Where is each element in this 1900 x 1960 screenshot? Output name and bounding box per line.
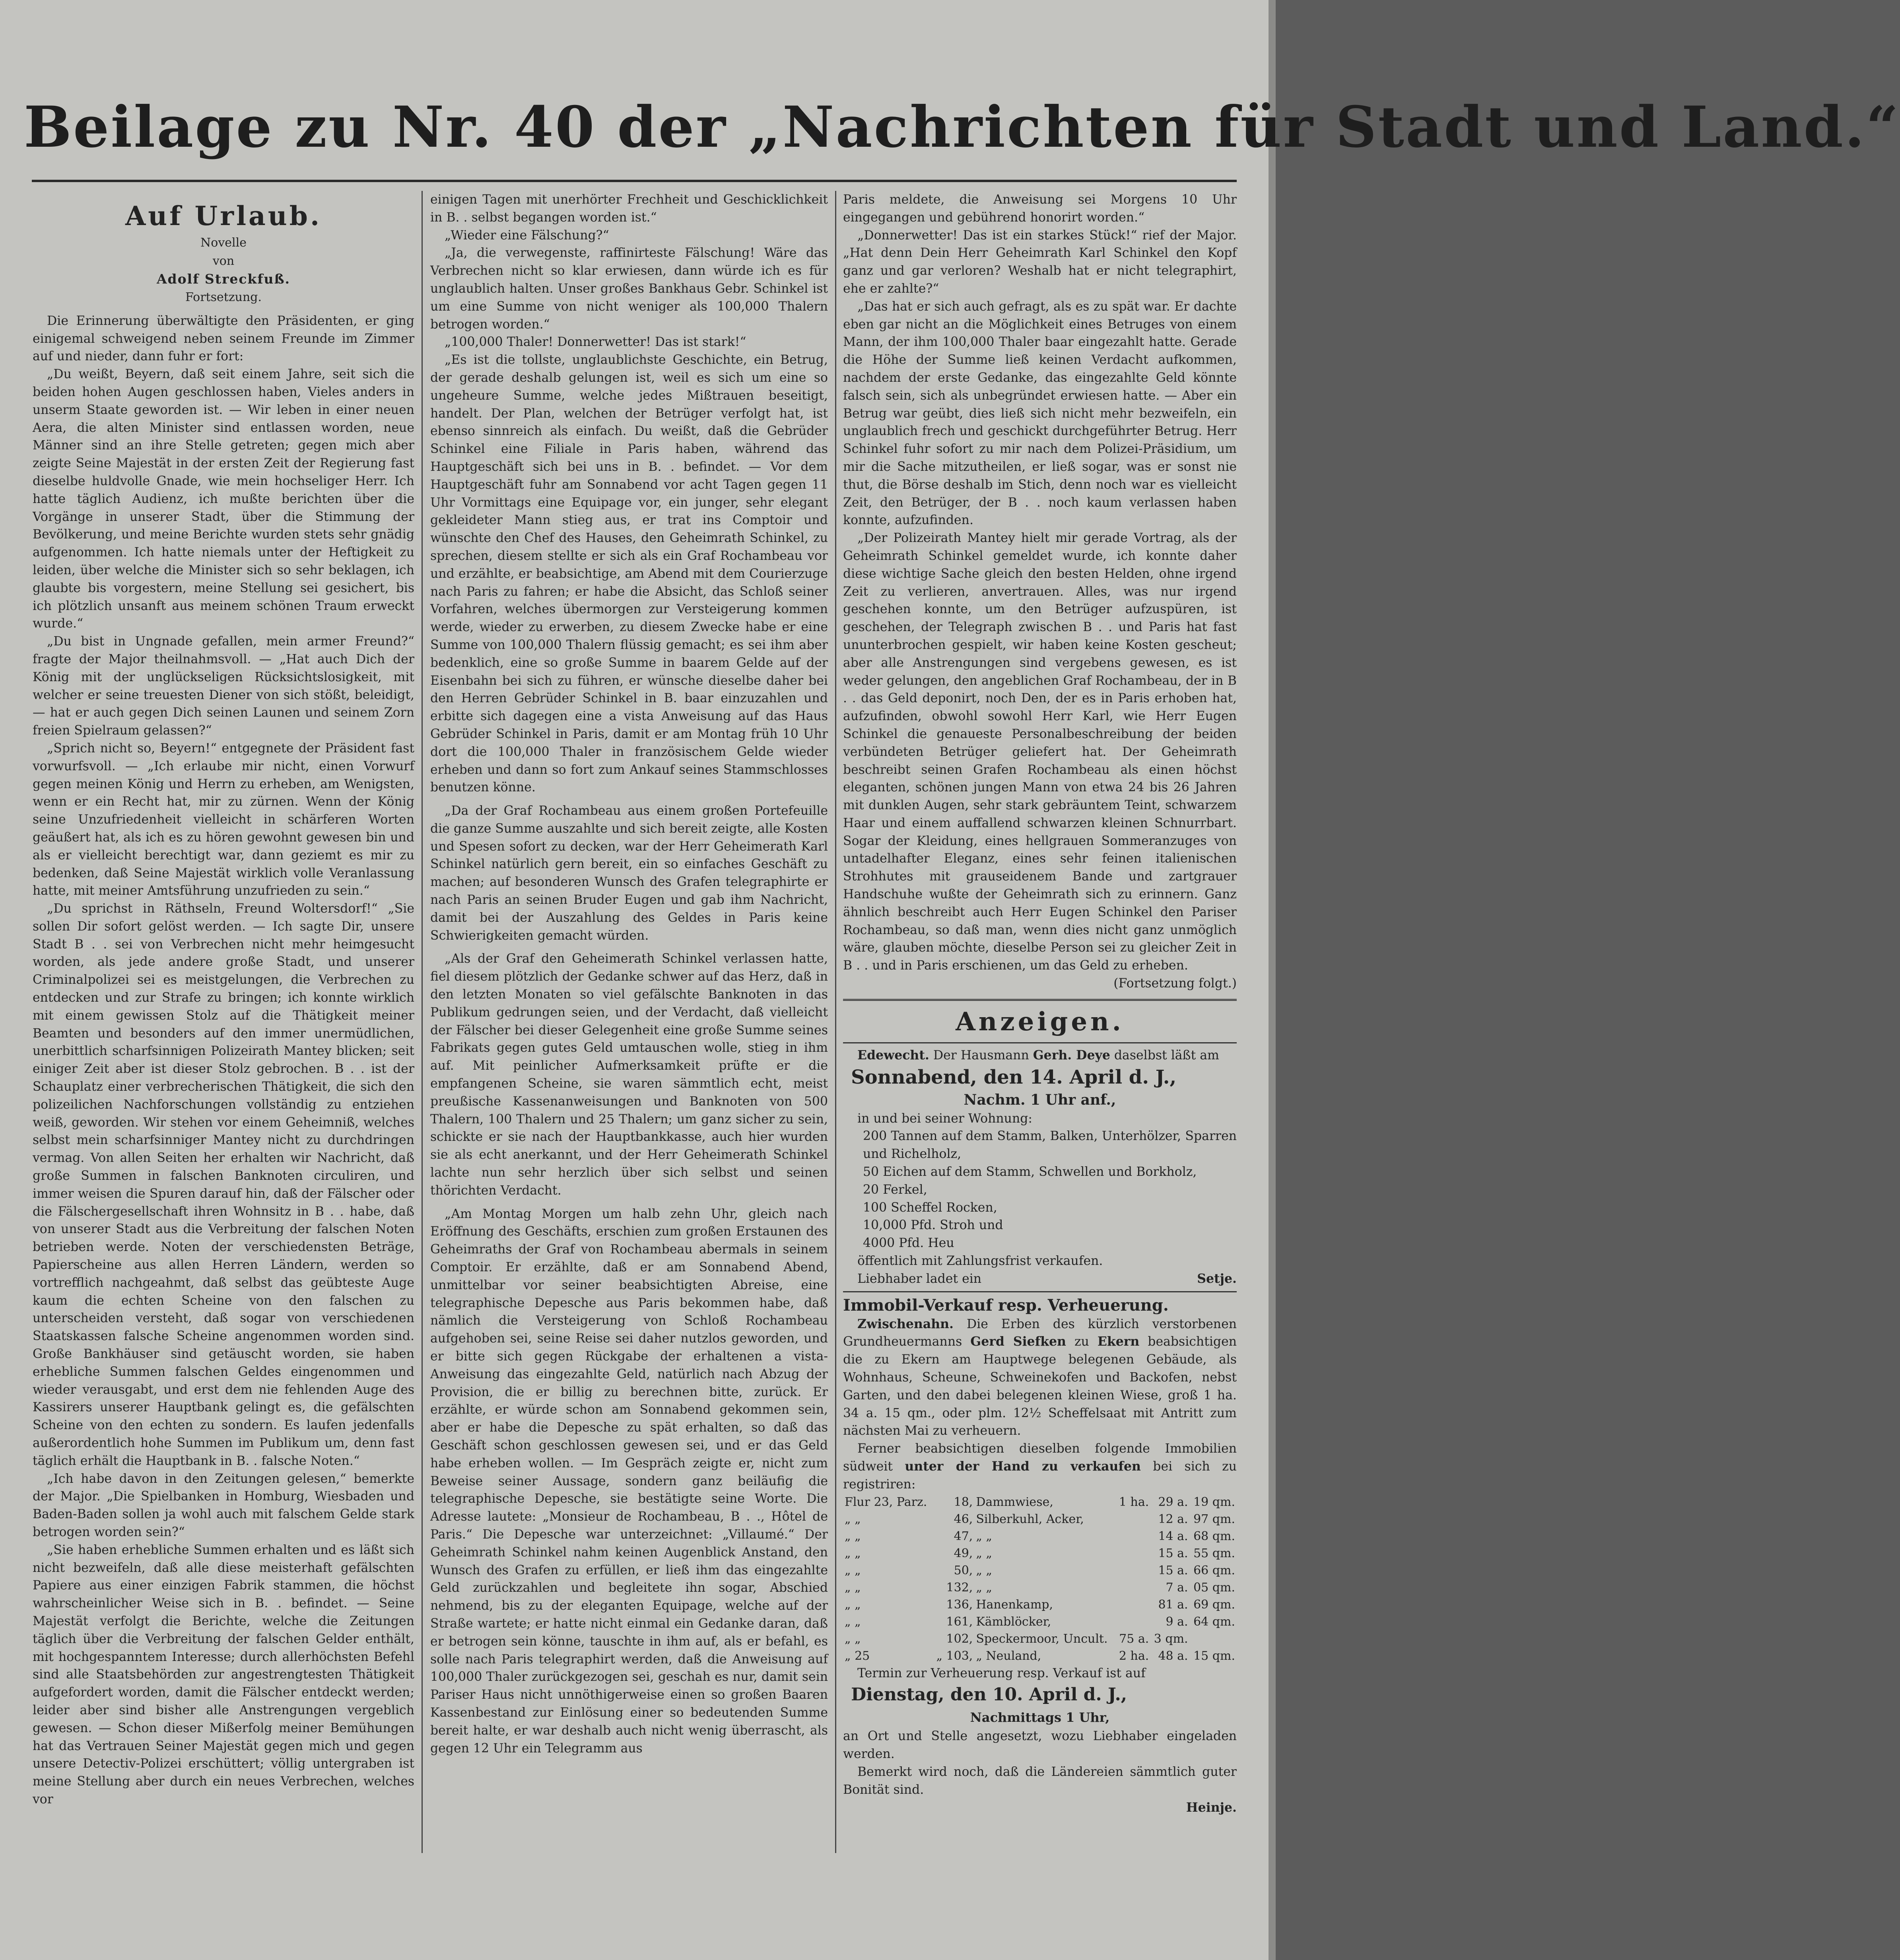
section-rule: [843, 999, 1237, 1001]
parcel-cell: [1116, 1579, 1150, 1596]
parcel-cell: „ Neuland,: [976, 1649, 1041, 1663]
ad1-time: Nachm. 1 Uhr anf.,: [964, 1091, 1116, 1108]
parcel-cell: [1190, 1630, 1237, 1647]
parcel-cell: 55 qm.: [1193, 1546, 1235, 1560]
parcel-cell: „ „: [976, 1580, 992, 1595]
ad1-item: 20 Ferkel,: [863, 1182, 927, 1197]
ad2-place: Zwischenahn.: [857, 1316, 954, 1331]
ad2-term: Termin zur Verheuerung resp. Verkauf ist auf: [857, 1666, 1146, 1680]
parcel-cell: 15 a.: [1158, 1563, 1188, 1577]
ad2-text-1: Die Erben des kürzlich verstorbenen Grundheuermanns: [843, 1317, 1237, 1349]
parcel-cell: [1116, 1596, 1150, 1613]
ad1-lead: [843, 1047, 1237, 1064]
ad1-date: Sonnabend, den 14. April d. J.,: [851, 1066, 1177, 1088]
parcel-cell: 2 ha.: [1119, 1649, 1149, 1663]
parcel-cell: 102,: [946, 1632, 973, 1646]
ad1-item: 200 Tannen auf dem Stamm, Balken, Unterhölzer, Sparren und Richelholz,: [863, 1129, 1237, 1162]
parcel-row: [843, 1528, 1237, 1545]
parcel-row: [843, 1630, 1237, 1647]
parcel-cell: 66 qm.: [1193, 1563, 1235, 1577]
parcel-cell: „ „: [845, 1563, 861, 1577]
paragraph: „Du sprichst in Räthseln, Freund Woltersdorf!“ „Sie sollen Dir sofort gelöst werden. — Ich sagte Dir, unsere Stadt B . . sei von Verbrechen nicht mehr heimgesucht worden, als jede andere große Stadt, und unserer Criminalpolizei sei es meistgelungen, die Verbrechen zu entdecken und zur Strafe zu bringen; ich konnte wirklich mit einem gewissen Stolz auf die Thätigkeit meiner Beamten und besonders auf den immer unermüdlichen, unerbittlich scharfsinnigen Polizeirath Mantey blicken; seit einiger Zeit aber ist dieser Stolz gebrochen. B . . ist der Schauplatz einer verbrecherischen Thätigkeit, die sich den polizeilichen Nachforschungen vollständig zu entziehen weiß, geworden. Wir stehen vor einem Geheimniß, welches selbst mein scharfsinniger Mantey nicht zu durchdringen vermag. Von allen Seiten her erhalten wir Nachricht, daß große Summen in falschen Banknoten circuliren, und immer weisen die Spuren darauf hin, daß der Fälscher oder die Fälschergesellschaft ihren Wohnsitz in B . . habe, daß von unserer Stadt aus die Verbreitung der falschen Noten betrieben werde. Noten der verschiedensten Beträge, Papierscheine aus allen Herren Ländern, werden so vortrefflich nachgeahmt, daß selbst das geübteste Auge kaum die echten Scheine von den falschen zu unterscheiden versteht, daß sogar von verschiedenen Staatskassen falsche Scheine angenommen worden sind. Große Bankhäuser sind getäuscht worden, sie haben erhebliche Summen falschen Geldes eingenommen und wieder verausgabt, und erst dem nie fehlenden Auge des Kassirers unserer Hauptbank gelingt es, die gefälschten Scheine von den echten zu sondern. Es laufen jedenfalls außerordentlich hohe Summen im Publikum um, denn fast täglich erhält die Hauptbank in B. . falsche Noten.“: [33, 901, 414, 1468]
ad1-item: 4000 Pfd. Heu: [863, 1236, 954, 1251]
paragraph: „Der Polizeirath Mantey hielt mir gerade Vortrag, als der Geheimrath Schinkel gemeldet wurde, ich konnte daher diese wichtige Sache gleich den besten Helden, ohne irgend Zeit zu verlieren, anvertrauen. Alles, was nur irgend geschehen konnte, um den Betrüger aufzuspüren, ist geschehen, der Telegraph zwischen B . . und Paris hat fast ununterbrochen gespielt, wir haben keine Kosten gescheut; aber alle Anstrengungen sind vergebens gewesen, es ist weder gelungen, den angeblichen Graf Rochambeau, der in B . . das Geld deponirt, noch Den, der es in Paris erhoben hat, aufzufinden, obwohl sowohl Herr Karl, wie Herr Eugen Schinkel die genaueste Personalbeschreibung der beiden verbündeten Betrüger geliefert hat. Der Geheimrath beschreibt seinen Grafen Rochambeau als einen höchst eleganten, schönen jungen Mann von etwa 24 bis 26 Jahren mit dunklen Augen, sehr stark gebräuntem Teint, schwarzem Haar und einem auffallend schwarzen kleinen Schnurrbart. Sogar der Kleidung, eines hellgrauen Sommeranzuges von untadelhafter Eleganz, eines sehr feinen italienischen Strohhutes mit grauseidenem Bande und zartgrauer Handschuhe wußte der Geheimrath sich zu erinnern. Ganz ähnlich beschreibt auch Herr Eugen Schinkel den Pariser Rochambeau, so daß man, wenn dies nicht ganz unmöglich wäre, glauben möchte, dieselbe Person sei zu gleicher Zeit in B . . und in Paris erschienen, um das Geld zu erheben.: [843, 531, 1237, 973]
ad1-item: 50 Eichen auf dem Stamm, Schwellen und Borkholz,: [863, 1165, 1197, 1179]
parcel-cell: „ „: [845, 1546, 861, 1560]
parcel-cell: 75 a.: [1119, 1632, 1149, 1646]
paragraph: „Wieder eine Fälschung?“: [445, 228, 609, 243]
ad-separator: [843, 1291, 1237, 1292]
parcel-cell: 69 qm.: [1193, 1597, 1235, 1612]
parcel-cell: „ „: [845, 1597, 861, 1612]
column-1: [33, 191, 414, 1861]
ad1-signature: Setje.: [1197, 1271, 1237, 1286]
paragraph: „Donnerwetter! Das ist ein starkes Stück!“ rief der Major. „Hat denn Dein Herr Geheimrath Karl Schinkel den Kopf ganz und gar verloren? Weshalb hat er nicht telegraphirt, ehe er zahlte?“: [843, 228, 1237, 296]
paragraph: „Du bist in Ungnade gefallen, mein armer Freund?“ fragte der Major theilnahmsvoll. — „Hat auch Dich der König mit der unglückseligen Rücksichtslosigkeit, mit welcher er seine treuesten Diener von sich stößt, beleidigt, — hat er auch gegen Dich seinen Launen und seinem Zorn freien Spielraum gelassen?“: [33, 634, 414, 738]
novel-author: Adolf Streckfuß.: [156, 271, 291, 287]
parcel-cell: 97 qm.: [1193, 1512, 1235, 1526]
parcel-cell: 50,: [954, 1563, 973, 1577]
parcel-cell: „ „: [845, 1614, 861, 1629]
spacer: [430, 1200, 828, 1205]
parcel-cell: 05 qm.: [1193, 1580, 1235, 1595]
paragraph: „Du weißt, Beyern, daß seit einem Jahre, seit sich die beiden hohen Augen geschlossen haben, Vieles anders in unserm Staate geworden ist. — Wir leben in einer neuen Aera, die alten Minister sind entlassen worden, neue Männer sind an ihre Stelle getreten; gegen mich aber zeigte Seine Majestät in der ersten Zeit der Regierung fast dieselbe huldvolle Gnade, wie mein hochseliger Herr. Ich hatte täglich Audienz, ich mußte berichten über die Vorgänge in unserer Stadt, über die Stimmung der Bevölkerung, und meine Berichte wurden stets sehr gnädig aufgenommen. Ich hatte niemals unter der Heftigkeit zu leiden, über welche die Minister sich so sehr beklagen, ich glaubte bis vorgestern, meine Stellung sei gesichert, bis ich plötzlich unsanft aus meinem schönen Traum erweckt wurde.“: [33, 367, 414, 631]
ad1-intro: in und bei seiner Wohnung:: [857, 1111, 1033, 1126]
novel-genre: Novelle: [200, 236, 247, 250]
ad2-time: Nachmittags 1 Uhr,: [970, 1710, 1110, 1725]
novel-title: Auf Urlaub.: [125, 200, 322, 231]
parcel-cell: 46,: [954, 1512, 973, 1526]
ad2-text-4b: unter der Hand zu verkaufen: [905, 1459, 1141, 1474]
parcel-cell: 49,: [954, 1546, 973, 1560]
parcel-cell: [1116, 1545, 1150, 1562]
ad2-text-3: beabsichtigen die zu Ekern am Hauptwege belegenen Gebäude, als Wohnhaus, Scheune, Schweinekofen und Backofen, nebst Garten, und den dabei belegenen kleinen Wiese, groß 1 ha. 34 a. 15 qm., oder plm. 12½ Scheffelsaat mit Antritt zum nächsten Mai zu verheuern.: [843, 1335, 1237, 1438]
paragraph: Paris meldete, die Anweisung sei Morgens 10 Uhr eingegangen und gebührend honorirt worden.“: [843, 192, 1237, 225]
parcel-table-body: [843, 1494, 1237, 1665]
parcel-cell: [1116, 1562, 1150, 1579]
parcel-cell: 9 a.: [1166, 1614, 1188, 1629]
novel-by: von: [212, 254, 235, 268]
parcel-row: [843, 1494, 1237, 1511]
parcel-cell: 18,: [954, 1495, 973, 1509]
parcel-cell: 3 qm.: [1154, 1632, 1188, 1646]
parcel-cell: Dammwiese,: [976, 1495, 1053, 1509]
ads-rule: [843, 1042, 1237, 1043]
ad2-text-4c: bei sich zu registriren:: [843, 1459, 1237, 1492]
paragraph: „Es ist die tollste, unglaublichste Geschichte, ein Betrug, der gerade deshalb gelungen ist, weil es sich um eine so ungeheure Summe, welche jedes Mißtrauen beseitigt, handelt. Der Plan, welchen der Betrüger verfolgt hat, ist ebenso sinnreich als einfach. Du weißt, daß die Gebrüder Schinkel eine Filiale in Paris haben, während das Hauptgeschäft sich bei uns in B. . befindet. — Vor dem Hauptgeschäft fuhr am Sonnabend vor acht Tagen gegen 11 Uhr Vormittags eine Equipage vor, ein junger, sehr elegant gekleideter Mann stieg aus, er trat ins Comptoir und wünschte den Chef des Hauses, den Geheimrath Schinkel, zu sprechen, diesem stellte er sich als ein Graf Rochambeau vor und erzählte, er beabsichtige, am Abend mit dem Courierzuge nach Paris zu fahren; er habe die Absicht, das Schloß seiner Vorfahren, welches übermorgen zur Versteigerung kommen werde, wieder zu erwerben, zu diesem Zwecke habe er eine Summe von 100,000 Thalern flüssig gemacht; es sei ihm aber bedenklich, eine so große Summe in baarem Gelde auf der Eisenbahn bei sich zu führen, er wünsche dieselbe daher bei den Herren Gebrüder Schinkel in B. baar einzuzahlen und erbitte sich dagegen eine a vista Anweisung auf das Haus Gebrüder Schinkel in Paris, damit er am Montag früh 10 Uhr dort die 100,000 Thaler in französischem Gelde wieder erheben und dann so fort zum Ankauf seines Stammschlosses benutzen könne.: [430, 353, 828, 795]
ad2-text-2: zu: [1074, 1335, 1089, 1349]
ad2-body-2: [843, 1440, 1237, 1493]
parcel-cell: 19 qm.: [1193, 1495, 1235, 1509]
parcel-cell: „ „: [845, 1632, 861, 1646]
column-2: [430, 191, 828, 1861]
paragraph: „Ich habe davon in den Zeitungen gelesen,“ bemerkte der Major. „Die Spielbanken in Homburg, Wiesbaden und Baden-Baden sollen ja wohl auch mit falschem Gelde stark betrogen worden sein?“: [33, 1471, 414, 1539]
paragraph: „Da der Graf Rochambeau aus einem großen Portefeuille die ganze Summe auszahlte und sich bereit zeigte, alle Kosten und Spesen sofort zu decken, war der Herr Geheimerath Karl Schinkel natürlich gern bereit, ein so einfaches Geschäft zu machen; auf besonderen Wunsch des Grafen telegraphirte er nach Paris an seinen Bruder Eugen und gab ihm Nachricht, damit bei der Auszahlung des Geldes in Paris keine Schwierigkeiten gemacht würden.: [430, 804, 828, 943]
ad2-village: Ekern: [1097, 1334, 1140, 1349]
parcel-row: [843, 1562, 1237, 1579]
masthead-rule: [32, 180, 1237, 182]
column-divider-1: [422, 191, 423, 1853]
ad2-after: an Ort und Stelle angesetzt, wozu Liebhaber eingeladen werden.: [843, 1729, 1237, 1762]
parcel-table: [843, 1494, 1237, 1665]
ad2-note: Bemerkt wird noch, daß die Ländereien sämmtlich guter Bonität sind.: [843, 1764, 1237, 1797]
paragraph: „Am Montag Morgen um halb zehn Uhr, gleich nach Eröffnung des Geschäfts, erschien zum großen Erstaunen des Geheimraths der Graf von Rochambeau abermals in seinem Comptoir. Er erzählte, daß er am Sonnabend Abend, unmittelbar vor seiner beabsichtigten Abreise, eine telegraphische Depesche aus Paris bekommen habe, daß nämlich die Versteigerung von Schloß Rochambeau aufgehoben sei, seine Reise sei daher nutzlos geworden, und er bitte sich gegen Rückgabe der erhaltenen a vista-Anweisung das eingezahlte Geld, natürlich nach Abzug der Provision, die er billig zu berechnen bitte, zurück. Er erzählte, er würde schon am Sonnabend gekommen sein, aber er habe die Depesche zu spät erhalten, so daß das Geschäft schon geschlossen gewesen sei, und er das Geld habe erheben wollen. — Im Gespräch zeigte er, nicht zum Beweise seiner Aussage, sondern ganz beiläufig die telegraphische Depesche, sie bestätigte seine Worte. Die Adresse lautete: „Monsieur de Rochambeau, B . ., Hôtel de Paris.“ Die Depesche war unterzeichnet: „Villaumé.“ Der Geheimrath Schinkel nahm keinen Augenblick Anstand, den Wunsch des Grafen zu erfüllen, er ließ ihm das eingezahlte Geld zurückzahlen und begleitete ihn sogar, Abschied nehmend, bis zu der eleganten Equipage, welche auf der Straße wartete; er hatte nicht einmal ein Gedanke daran, daß er betrogen sein könne, tauschte in ihm auf, als er befahl, es solle nach Paris telegraphirt werden, daß die Anweisung auf 100,000 Thaler zurückgezogen sei, geschah es nur, damit sein Pariser Haus nicht unnöthigerweise einen so großen Baaren Kassenbestand zur Einlösung einer so bedeutenden Summe bereit halte, er war deshalb auch nicht wenig überrascht, als gegen 12 Uhr ein Telegramm aus: [430, 1206, 828, 1756]
parcel-cell: Silberkuhl, Acker,: [976, 1512, 1084, 1526]
ad2-text-4: Ferner beabsichtigen dieselben folgende Immobilien südweit: [843, 1441, 1237, 1474]
paragraph: Die Erinnerung überwältigte den Präsidenten, er ging einigemal schweigend neben seinem Freunde im Zimmer auf und nieder, dann fuhr er fort:: [33, 313, 414, 364]
parcel-cell: „ „: [845, 1580, 861, 1595]
parcel-cell: 29 a.: [1158, 1495, 1188, 1509]
parcel-cell: 7 a.: [1166, 1580, 1188, 1595]
parcel-cell: 132,: [946, 1580, 973, 1595]
parcel-cell: 15 qm.: [1193, 1649, 1235, 1663]
ad1-lead-text-2: daselbst läßt am: [1114, 1048, 1219, 1063]
parcel-row: [843, 1511, 1237, 1528]
parcel-cell: 12 a.: [1158, 1512, 1188, 1526]
parcel-cell: Speckermoor, Uncult.: [976, 1632, 1108, 1646]
ad1-closing-text: Liebhaber ladet ein: [857, 1271, 982, 1286]
parcel-cell: „ 103,: [936, 1649, 973, 1663]
parcel-row: [843, 1545, 1237, 1562]
ads-header: Anzeigen.: [956, 1006, 1124, 1037]
parcel-cell: „ „: [976, 1529, 992, 1543]
paragraph: „Sprich nicht so, Beyern!“ entgegnete der Präsident fast vorwurfsvoll. — „Ich erlaube mir nicht, einen Vorwurf gegen meinen König und Herrn zu erheben, am Wenigsten, wenn er ein Recht hat, mir zu zürnen. Wenn der König seine Unzufriedenheit vielleicht in schärferen Worten geäußert hat, als ich es zu hören gewohnt gewesen bin und als er vielleicht berechtigt war, dann geziemt es mir zu bedenken, daß Seine Majestät wirklich volle Veranlassung hatte, mit meiner Amtsführung unzufrieden zu sein.“: [33, 741, 414, 898]
ad1-item: öffentlich mit Zahlungsfrist verkaufen.: [857, 1254, 1103, 1268]
ad1-place: Edewecht.: [857, 1047, 929, 1063]
ad2-signature: Heinje.: [1186, 1800, 1237, 1815]
parcel-cell: „ „: [976, 1563, 992, 1577]
parcel-row: [843, 1579, 1237, 1596]
ad1-item: 100 Scheffel Rocken,: [863, 1200, 997, 1215]
parcel-cell: „ „: [976, 1546, 992, 1560]
parcel-row: [843, 1596, 1237, 1613]
paragraph: „Als der Graf den Geheimerath Schinkel verlassen hatte, fiel diesem plötzlich der Gedanke schwer auf das Herz, daß in den letzten Monaten so viel gefälschte Banknoten in das Publikum gedrungen seien, und der Verdacht, daß vielleicht der Fälscher bei dieser Gelegenheit eine große Summe seines Fabrikats gegen gutes Geld umtauschen wolle, stieg in ihm auf. Mit peinlicher Aufmerksamkeit prüfte er die empfangenen Scheine, sie waren sämmtlich echt, meist preußische Kassenanweisungen und Banknoten von 500 Thalern, 100 Thalern und 25 Thalern; um ganz sicher zu sein, schickte er sie nach der Hauptbankkasse, auch hier wurden sie als echt anerkannt, und der Herr Geheimerath Schinkel lachte nun sehr herzlich über sich selbst und seinen thörichten Verdacht.: [430, 952, 828, 1198]
paragraph: „Sie haben erhebliche Summen erhalten und es läßt sich nicht bezweifeln, daß alle diese meisterhaft gefälschten Papiere aus einer einzigen Fabrik stammen, die höchst wahrscheinlicher Weise sich in B. . befindet. — Seine Majestät verfolgt die Berichte, welche die Zeitungen täglich über die Verbreitung der falschen Gelder enthält, mit hochgespanntem Interesse; durch allerhöchsten Befehl sind alle Staatsbehörden zur angestrengtesten Thätigkeit aufgefordert worden, damit die Fälscher entdeckt werden; leider aber sind bisher alle Anstrengungen vergeblich gewesen. — Schon dieser Mißerfolg meiner Bemühungen hat das Vertrauen Seiner Majestät gegen mich und gegen unsere Detectiv-Polizei erschüttert; völlig untergraben ist meine Stellung aber durch ein neues Verbrechen, welches vor: [33, 1542, 414, 1807]
spacer: [430, 796, 828, 802]
parcel-cell: 14 a.: [1158, 1529, 1188, 1543]
parcel-cell: Kämblöcker,: [976, 1614, 1051, 1629]
ad1-name: Gerh. Deye: [1033, 1047, 1110, 1063]
ad1-item: 10,000 Pfd. Stroh und: [863, 1218, 1003, 1233]
spacer: [33, 307, 414, 312]
parcel-cell: „ „: [845, 1512, 861, 1526]
paragraph: „Das hat er sich auch gefragt, als es zu spät war. Er dachte eben gar nicht an die Möglichkeit eines Betruges von einem Mann, der ihm 100,000 Thaler baar eingezahlt hatte. Gerade die Höhe der Summe ließ keinen Verdacht aufkommen, nachdem der erste Gedanke, das eingezahlte Geld könnte falsch sein, sich als unbegründet erwiesen hatte. — Aber ein Betrug war geübt, dies ließ sich nicht mehr bezweifeln, ein unglaublich frech und geschickt durchgeführter Betrug. Herr Schinkel fuhr sofort zu mir nach dem Polizei-Präsidium, um mir die Sache mitzutheilen, er ließ sogar, was er sonst nie thut, die Börse deshalb im Stich, denn noch war es vielleicht Zeit, den Betrüger, der B . . noch kaum verlassen haben konnte, aufzufinden.: [843, 299, 1237, 528]
column-3: [843, 191, 1237, 1861]
column-divider-2: [835, 191, 836, 1853]
parcel-cell: 1 ha.: [1119, 1495, 1149, 1509]
paragraph: „Ja, die verwegenste, raffinirteste Fälschung! Wäre das Verbrechen nicht so klar erwiesen, dann würde ich es für unglaublich halten. Unser großes Bankhaus Gebr. Schinkel ist um eine Summe von nicht weniger als 100,000 Thalern betrogen worden.“: [430, 246, 828, 332]
parcel-cell: 136,: [946, 1597, 973, 1612]
spacer: [430, 944, 828, 950]
novel-continuation: Fortsetzung.: [185, 290, 262, 304]
paragraph: einigen Tagen mit unerhörter Frechheit und Geschicklichkeit in B. . selbst begangen worden ist.“: [430, 192, 828, 225]
ad2-body: [843, 1315, 1237, 1440]
parcel-row: [843, 1613, 1237, 1630]
ad1-lead-text: Der Hausmann: [933, 1048, 1029, 1063]
parcel-cell: Flur 23, Parz.: [845, 1495, 927, 1509]
parcel-cell: 15 a.: [1158, 1546, 1188, 1560]
parcel-row: [843, 1647, 1237, 1665]
parcel-cell: 48 a.: [1158, 1649, 1188, 1663]
parcel-cell: „ 25: [845, 1649, 870, 1663]
masthead-title: Beilage zu Nr. 40 der „Nachrichten für Stadt und Land.“: [24, 94, 1900, 160]
parcel-cell: „ „: [845, 1529, 861, 1543]
ad1-closing: [843, 1270, 1237, 1288]
parcel-cell: 161,: [946, 1614, 973, 1629]
ad2-date: Dienstag, den 10. April d. J.,: [851, 1684, 1127, 1705]
parcel-cell: [1116, 1613, 1150, 1630]
parcel-cell: 64 qm.: [1193, 1614, 1235, 1629]
parcel-cell: [1116, 1528, 1150, 1545]
paragraph: „100,000 Thaler! Donnerwetter! Das ist stark!“: [445, 335, 746, 350]
parcel-cell: 68 qm.: [1193, 1529, 1235, 1543]
parcel-cell: 47,: [954, 1529, 973, 1543]
parcel-cell: Hanenkamp,: [976, 1597, 1053, 1612]
ad2-name: Gerd Siefken: [970, 1334, 1066, 1349]
ad2-title: Immobil-Verkauf resp. Verheuerung.: [843, 1296, 1169, 1315]
parcel-cell: [1116, 1511, 1150, 1528]
parcel-cell: 81 a.: [1158, 1597, 1188, 1612]
to-be-continued: (Fortsetzung folgt.): [1113, 976, 1237, 991]
